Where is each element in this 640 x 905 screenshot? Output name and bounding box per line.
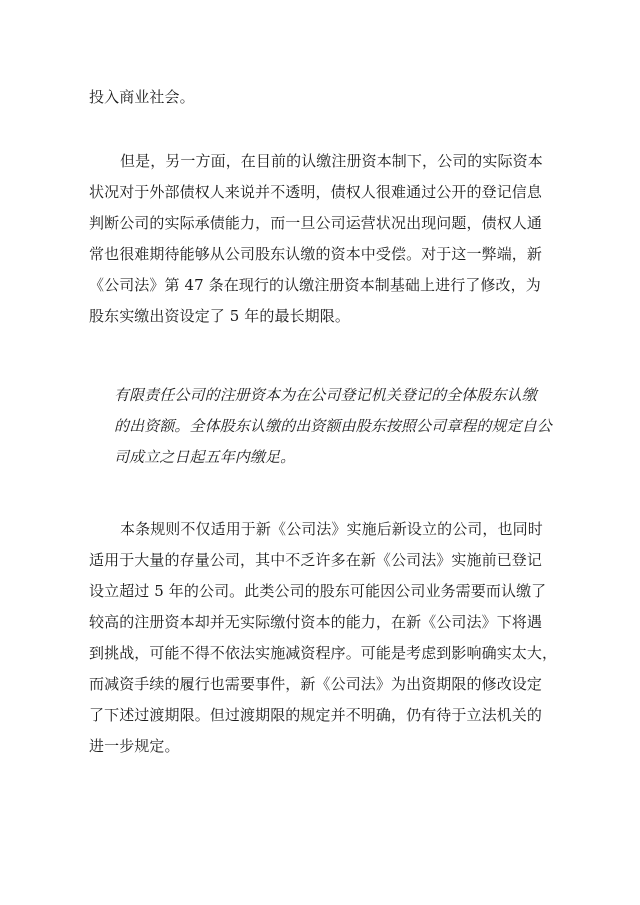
text-line: 进一步规定。 (89, 737, 180, 755)
text-line: 到挑战，可能不得不依法实施减资程序。可能是考虑到影响确实太大， (89, 644, 558, 662)
text-line: 有限责任公司的注册资本为在公司登记机关登记的全体股东认缴 (114, 386, 537, 404)
text-line: 判断公司的实际承债能力，而一旦公司运营状况出现问题，债权人通 (89, 214, 543, 232)
text-line: 较高的注册资本却并无实际缴付资本的能力，在新《公司法》下将遇 (89, 613, 543, 631)
quoted-legal-clause (114, 380, 559, 473)
text-line: 设立超过 5 年的公司。此类公司的股东可能因公司业务需要而认缴了 (89, 582, 547, 600)
text-line: 状况对于外部债权人来说并不透明，债权人很难通过公开的登记信息 (89, 183, 543, 201)
text-line: 投入商业社会。 (89, 88, 195, 106)
paragraph-continuation (89, 82, 195, 113)
text-line: 司成立之日起五年内缴足。 (114, 448, 296, 466)
text-line: 常也很难期待能够从公司股东认缴的资本中受偿。对于这一弊端，新 (89, 245, 543, 263)
paragraph-registered-capital-issue (89, 146, 559, 332)
text-line: 的出资额。全体股东认缴的出资额由股东按照公司章程的规定自公 (114, 417, 552, 435)
text-line: 而减资手续的履行也需要事件，新《公司法》为出资期限的修改设定 (89, 675, 543, 693)
text-line: 股东实缴出资设定了 5 年的最长期限。 (89, 307, 350, 325)
text-line: 但是，另一方面，在目前的认缴注册资本制下，公司的实际资本 (120, 152, 543, 170)
text-line: 适用于大量的存量公司，其中不乏许多在新《公司法》实施前已登记 (89, 551, 543, 569)
text-line: 了下述过渡期限。但过渡期限的规定并不明确，仍有待于立法机关的 (89, 706, 543, 724)
text-line: 本条规则不仅适用于新《公司法》实施后新设立的公司，也同时 (120, 520, 543, 538)
paragraph-transition-period (89, 514, 559, 762)
text-line: 《公司法》第 47 条在现行的认缴注册资本制基础上进行了修改，为 (89, 276, 541, 294)
